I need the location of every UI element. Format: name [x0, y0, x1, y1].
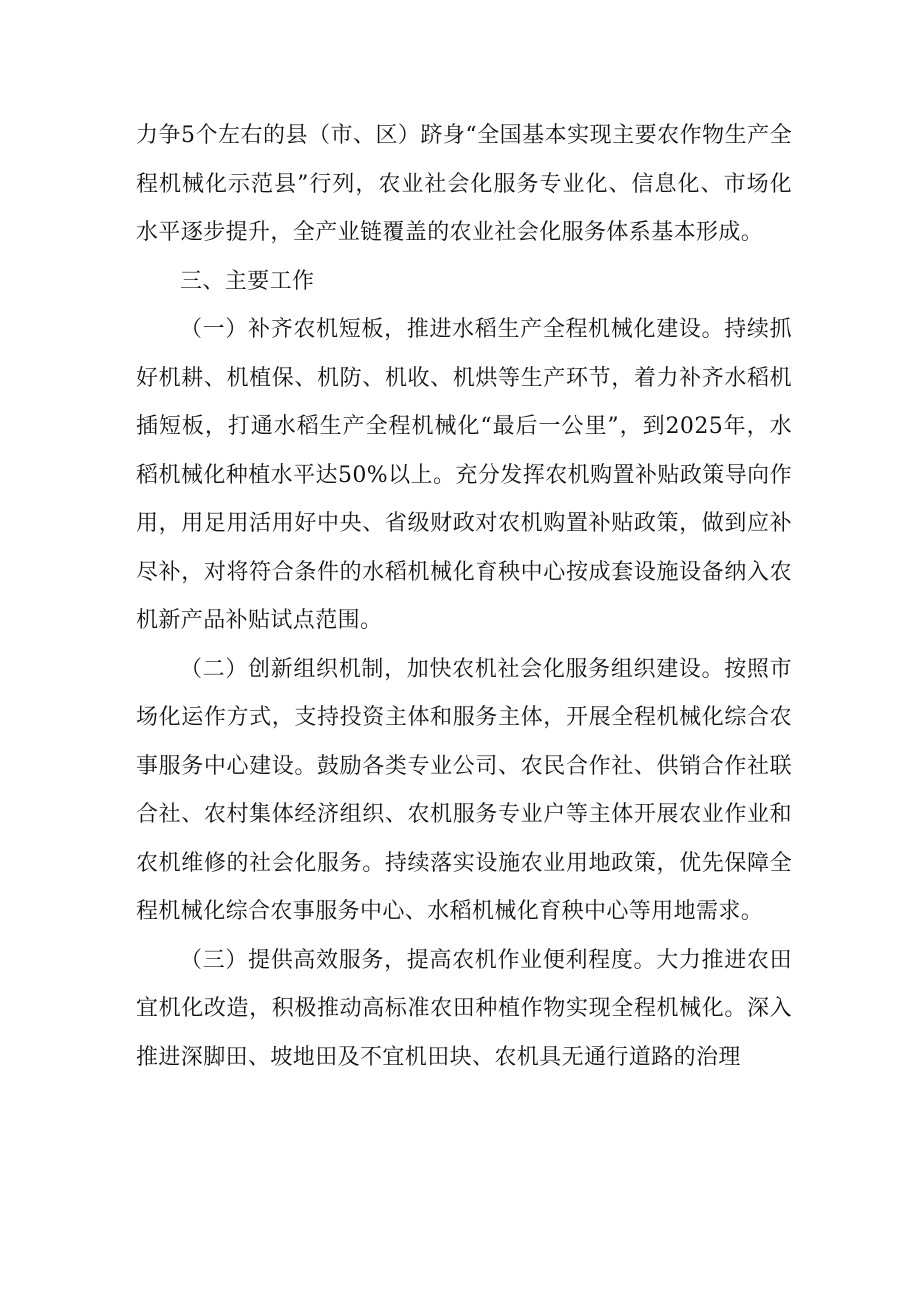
- paragraph-section-3: （三）提供高效服务，提高农机作业便利程度。大力推进农田宜机化改造，积极推动高标准农田种植作物实现全程机械化。深入推进深脚田、坡地田及不宜机田块、农机具无通行道路的治理: [136, 947, 792, 1070]
- section-heading-main-work: 三、主要工作: [180, 268, 315, 294]
- paragraph-section-1: （一）补齐农机短板，推进水稻生产全程机械化建设。持续抓好机耕、机植保、机防、机收、机烘等生产环节，着力补齐水稻机插短板，打通水稻生产全程机械化“最后一公里”，到2025年，水稻机械化种植水平达50%以上。充分发挥农机购置补贴政策导向作用，用足用活用好中央、省级财政对农机购置补贴政策，做到应补尽补，对将符合条件的水稻机械化育秧中心按成套设施设备纳入农机新产品补贴试点范围。: [136, 317, 792, 633]
- paragraph-section-2: （二）创新组织机制，加快农机社会化服务组织建设。按照市场化运作方式，支持投资主体和服务主体，开展全程机械化综合农事服务中心建设。鼓励各类专业公司、农民合作社、供销合作社联合社、农村集体经济组织、农机服务专业户等主体开展农业作业和农机维修的社会化服务。持续落实设施农业用地政策，优先保障全程机械化综合农事服务中心、水稻机械化育秧中心等用地需求。: [136, 656, 792, 924]
- paragraph-continuation: 力争5个左右的县（市、区）跻身“全国基本实现主要农作物生产全程机械化示范县”行列，农业社会化服务专业化、信息化、市场化水平逐步提升，全产业链覆盖的农业社会化服务体系基本形成。: [136, 123, 792, 245]
